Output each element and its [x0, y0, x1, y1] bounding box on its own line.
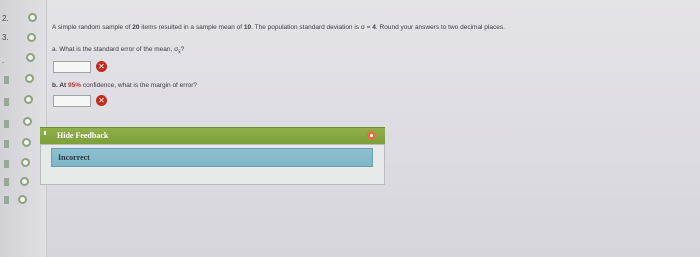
- question-middle-2: . The population standard deviation is σ =: [251, 24, 371, 31]
- question-status-icon[interactable]: [18, 195, 27, 204]
- question-status-icon[interactable]: [22, 138, 31, 147]
- question-status-icon[interactable]: [27, 33, 36, 42]
- part-a-subscript: x̄: [178, 49, 181, 56]
- question-status-icon[interactable]: [21, 158, 30, 167]
- nav-marker: [4, 178, 9, 186]
- question-status-icon[interactable]: [20, 177, 29, 186]
- incorrect-x-icon: ✕: [96, 95, 107, 106]
- nav-marker: [4, 76, 9, 84]
- nav-marker: [4, 160, 9, 168]
- feedback-status-box: [51, 148, 373, 167]
- question-number[interactable]: 2.: [2, 14, 9, 23]
- part-b-prompt: [52, 82, 197, 89]
- sample-size: 20: [132, 24, 140, 31]
- feedback-toggle-bar[interactable]: [40, 127, 385, 144]
- part-a-end: ?: [180, 46, 185, 53]
- incorrect-status-label: Incorrect: [58, 153, 90, 162]
- question-number[interactable]: 3.: [2, 33, 9, 42]
- population-sd: 4: [372, 24, 376, 31]
- part-a-answer-input[interactable]: [53, 61, 91, 73]
- part-a-prompt: [52, 46, 184, 55]
- question-number[interactable]: .: [2, 56, 5, 65]
- confidence-level: 95%: [68, 82, 82, 89]
- nav-marker: [4, 140, 9, 148]
- question-status-icon[interactable]: [26, 53, 35, 62]
- part-a-label: a. What is the standard error of the mean, σ: [52, 46, 179, 53]
- close-feedback-icon[interactable]: [367, 131, 376, 140]
- question-status-icon[interactable]: [28, 13, 37, 22]
- question-status-icon[interactable]: [24, 95, 33, 104]
- nav-marker: [4, 98, 9, 106]
- incorrect-x-icon: ✕: [96, 61, 107, 72]
- question-prefix: A simple random sample of: [52, 24, 131, 31]
- hide-feedback-label[interactable]: Hide Feedback: [57, 131, 109, 140]
- part-b-label-end: confidence, what is the margin of error?: [82, 82, 198, 89]
- question-suffix: . Round your answers to two decimal places.: [375, 24, 505, 31]
- question-status-icon[interactable]: [23, 117, 32, 126]
- sample-mean: 10: [243, 24, 252, 31]
- question-middle: items resulted in a sample mean of: [141, 24, 243, 31]
- feedback-panel: [40, 144, 385, 185]
- question-status-icon[interactable]: [25, 74, 34, 83]
- part-b-answer-input[interactable]: [53, 95, 91, 107]
- part-b-label-start: b. At: [52, 82, 67, 89]
- feedback-marker-icon: [44, 131, 46, 135]
- nav-marker: [4, 196, 9, 204]
- question-text: [52, 24, 505, 31]
- nav-marker: [4, 120, 9, 128]
